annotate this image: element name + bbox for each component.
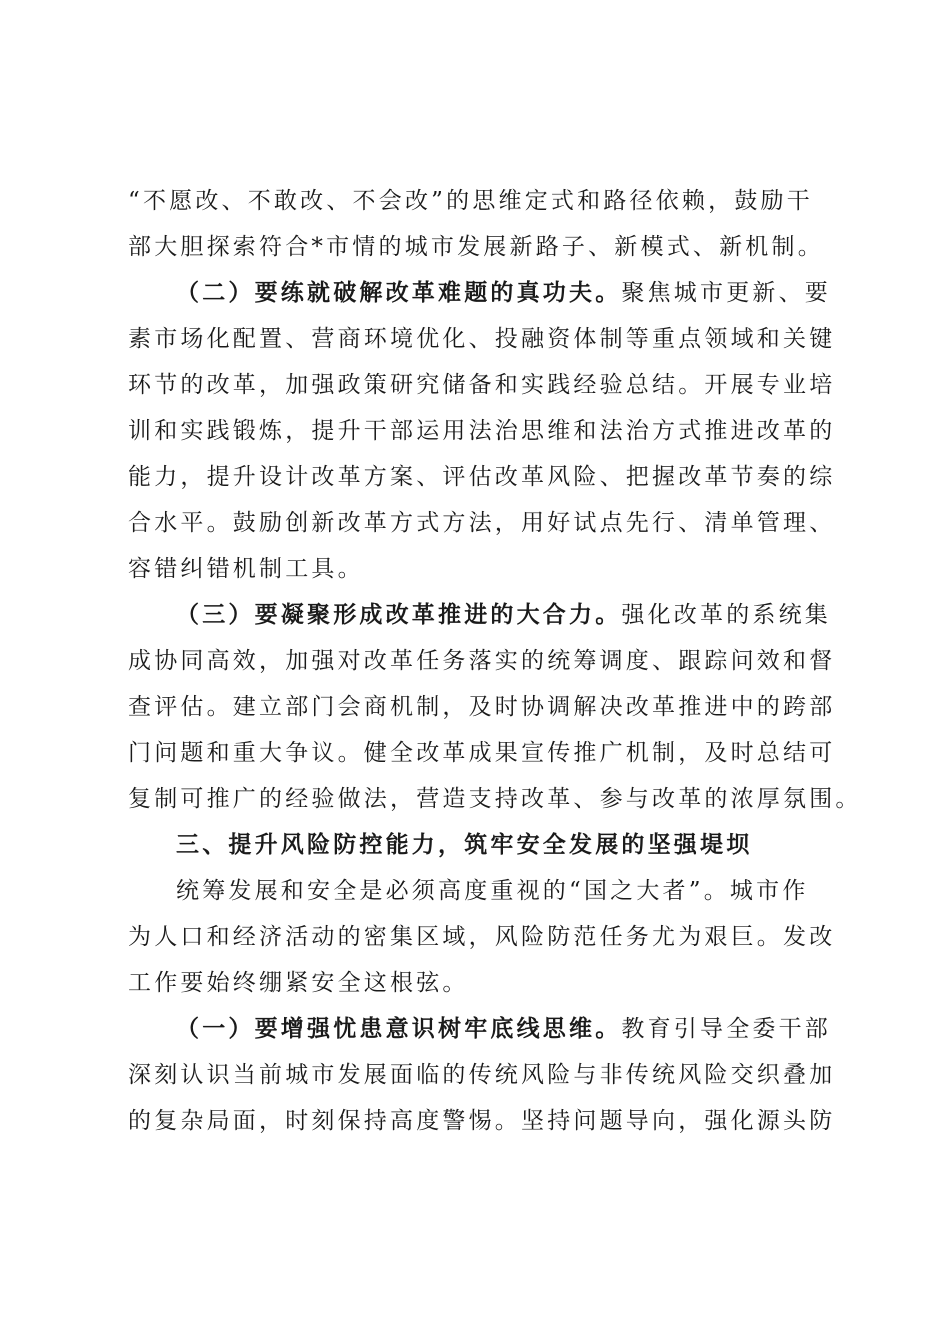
text-line	[128, 270, 832, 316]
document-page	[128, 178, 862, 1144]
text-run: 强化改革的系统集	[621, 602, 832, 628]
text-run: 教育引导全委干部	[621, 1016, 832, 1042]
paragraph-lead: （二）要练就破解改革难题的真功夫。	[176, 279, 622, 306]
text-line: “不愿改、不敢改、不会改”的思维定式和路径依赖，鼓励干	[128, 188, 813, 214]
text-line: 查评估。建立部门会商机制，及时协调解决改革推进中的跨部	[128, 694, 836, 720]
paragraph-lead: （一）要增强忧患意识树牢底线思维。	[176, 1015, 622, 1042]
text-line	[128, 592, 832, 638]
paragraph-security-intro	[128, 868, 836, 1006]
text-line: 工作要始终绷紧安全这根弦。	[128, 970, 469, 996]
text-line: 能力，提升设计改革方案、评估改革风险、把握改革节奏的综	[128, 464, 836, 490]
paragraph-continuation	[128, 178, 832, 270]
text-line: 门问题和重大争议。健全改革成果宣传推广机制，及时总结可	[128, 740, 836, 766]
text-line: 容错纠错机制工具。	[128, 556, 364, 582]
text-line: 深刻认识当前城市发展面临的传统风险与非传统风险交织叠加	[128, 1062, 836, 1088]
text-line: 环节的改革，加强政策研究储备和实践经验总结。开展专业培	[128, 372, 836, 398]
text-line: 成协同高效，加强对改革任务落实的统筹调度、跟踪问效和督	[128, 648, 836, 674]
paragraph-lead: （三）要凝聚形成改革推进的大合力。	[176, 601, 622, 628]
paragraph-reform-skills	[128, 270, 836, 592]
text-line: 训和实践锻炼，提升干部运用法治思维和法治方式推进改革的	[128, 418, 836, 444]
text-line: 统筹发展和安全是必须高度重视的“国之大者”。城市作	[176, 878, 809, 904]
text-line: 复制可推广的经验做法，营造支持改革、参与改革的浓厚氛围。	[128, 786, 862, 812]
text-line: 部大胆探索符合*市情的城市发展新路子、新模式、新机制。	[128, 234, 824, 260]
paragraph-risk-awareness	[128, 1006, 836, 1144]
text-line: 的复杂局面，时刻保持高度警惕。坚持问题导向，强化源头防	[128, 1108, 836, 1134]
text-line: 素市场化配置、营商环境优化、投融资体制等重点领域和关键	[128, 326, 836, 352]
section-heading: 三、提升风险防控能力，筑牢安全发展的坚强堤坝	[176, 831, 753, 858]
text-line: 为人口和经济活动的密集区域，风险防范任务尤为艰巨。发改	[128, 924, 836, 950]
text-line: 合水平。鼓励创新改革方式方法，用好试点先行、清单管理、	[128, 510, 836, 536]
paragraph-reform-synergy	[128, 592, 862, 822]
text-line	[128, 1006, 832, 1052]
text-run: 聚焦城市更新、要	[621, 280, 832, 306]
